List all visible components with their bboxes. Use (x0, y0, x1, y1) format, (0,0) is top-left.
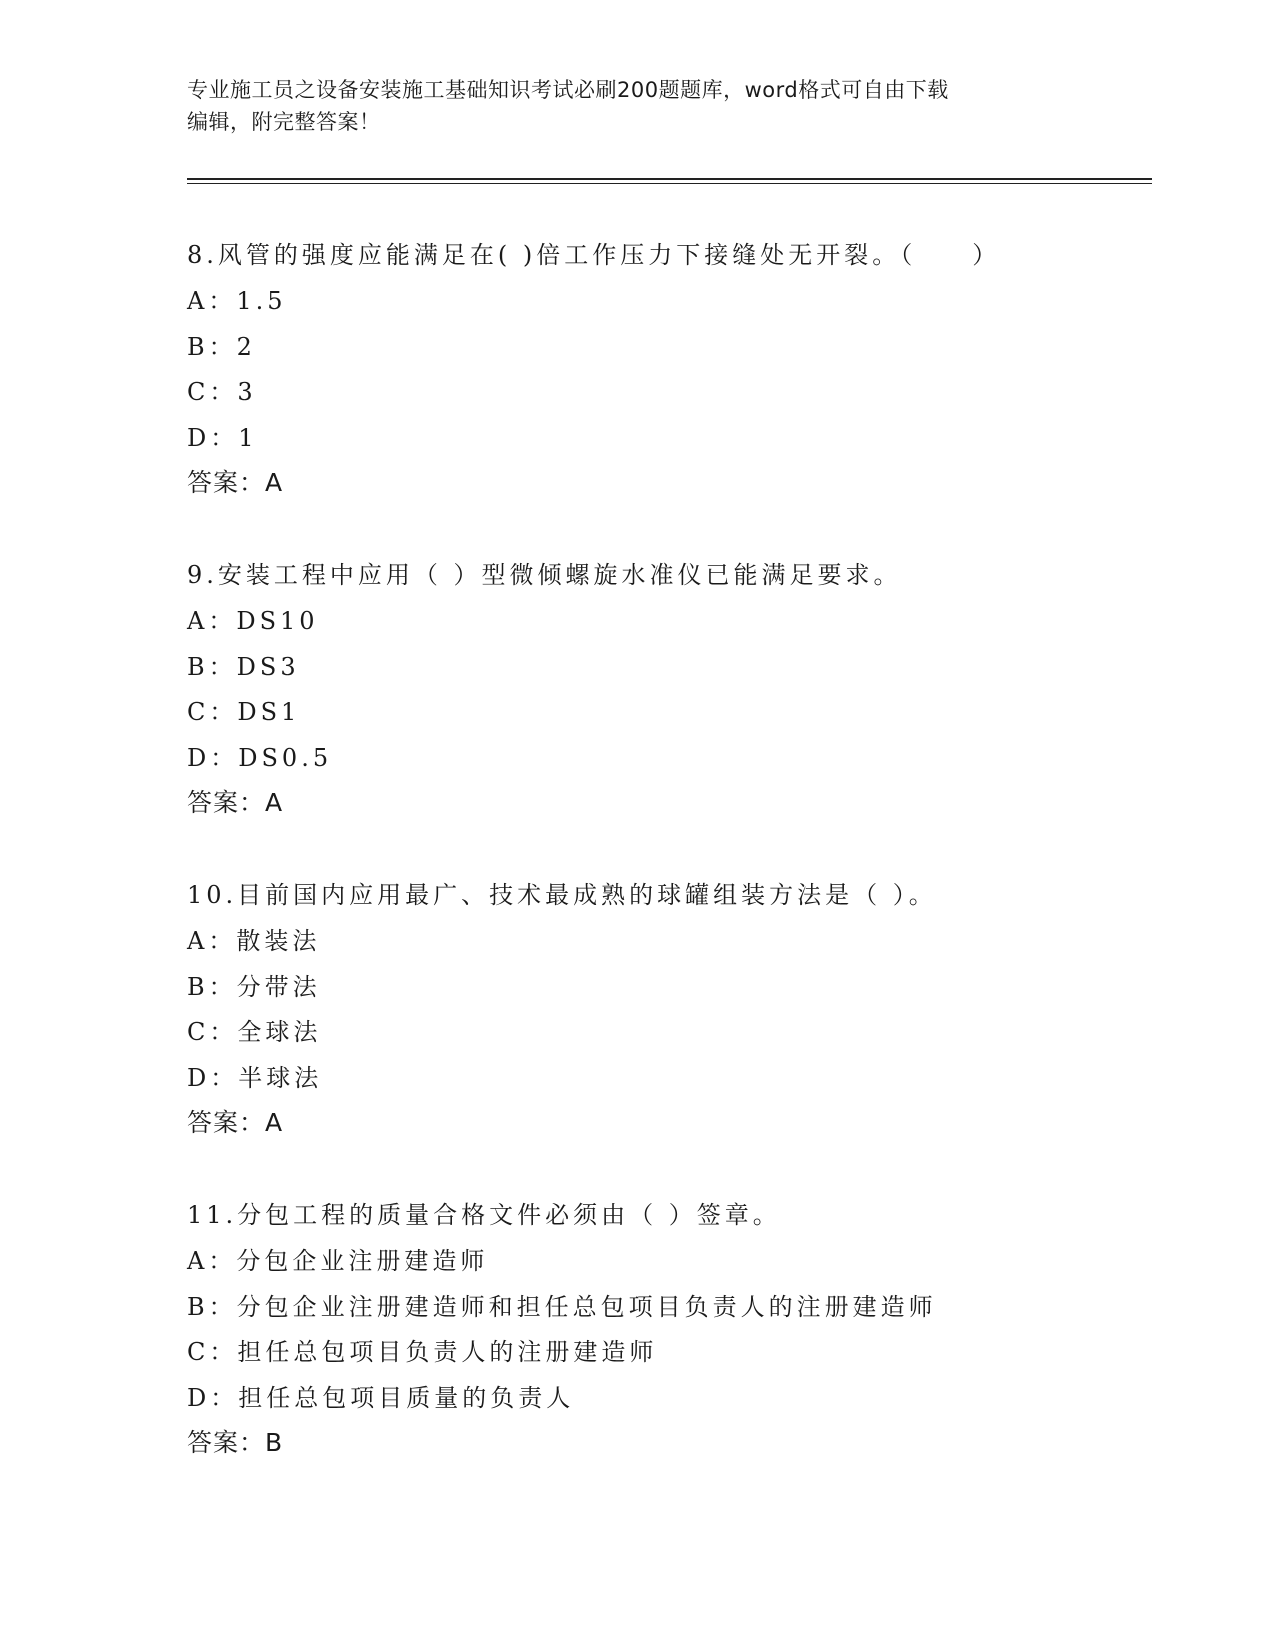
option-a: A：散装法 (187, 927, 321, 955)
answer: 答案：B (187, 1428, 284, 1457)
option-b: B：2 (187, 332, 256, 361)
option-c: C：全球法 (187, 1018, 322, 1046)
question-9 (187, 558, 1152, 878)
question-10 (187, 878, 1152, 1198)
option-d: D：1 (187, 423, 258, 452)
question-title: 10.目前国内应用最广、技术最成熟的球罐组装方法是（ ）。 (187, 881, 937, 909)
header-divider-thick (187, 178, 1152, 180)
header-divider-thin (187, 183, 1152, 184)
option-a: A：1.5 (187, 287, 287, 315)
answer: 答案：A (187, 788, 284, 817)
question-title: 8.风管的强度应能满足在( )倍工作压力下接缝处无开裂。（ ） (187, 241, 1001, 269)
question-8 (187, 238, 1152, 558)
option-b: B：分带法 (187, 972, 321, 1001)
header-line-1: 专业施工员之设备安装施工基础知识考试必刷200题题库，word格式可自由下载 (187, 78, 949, 102)
option-c: C：担任总包项目负责人的注册建造师 (187, 1338, 658, 1366)
question-title: 11.分包工程的质量合格文件必须由（ ）签章。 (187, 1201, 781, 1229)
option-d: D：DS0.5 (187, 743, 333, 772)
question-list (187, 238, 1152, 1518)
answer: 答案：A (187, 468, 284, 497)
header-line-2: 编辑，附完整答案！ (187, 110, 381, 134)
option-d: D：担任总包项目质量的负责人 (187, 1383, 575, 1412)
document-header (187, 74, 1067, 138)
option-d: D：半球法 (187, 1063, 323, 1092)
option-b: B：分包企业注册建造师和担任总包项目负责人的注册建造师 (187, 1292, 937, 1321)
option-a: A：DS10 (187, 607, 319, 635)
question-title: 9.安装工程中应用（ ）型微倾螺旋水准仪已能满足要求。 (187, 561, 902, 589)
option-c: C：3 (187, 378, 257, 406)
option-c: C：DS1 (187, 698, 301, 726)
option-b: B：DS3 (187, 652, 300, 681)
question-11 (187, 1198, 1152, 1518)
answer: 答案：A (187, 1108, 284, 1137)
option-a: A：分包企业注册建造师 (187, 1247, 489, 1275)
